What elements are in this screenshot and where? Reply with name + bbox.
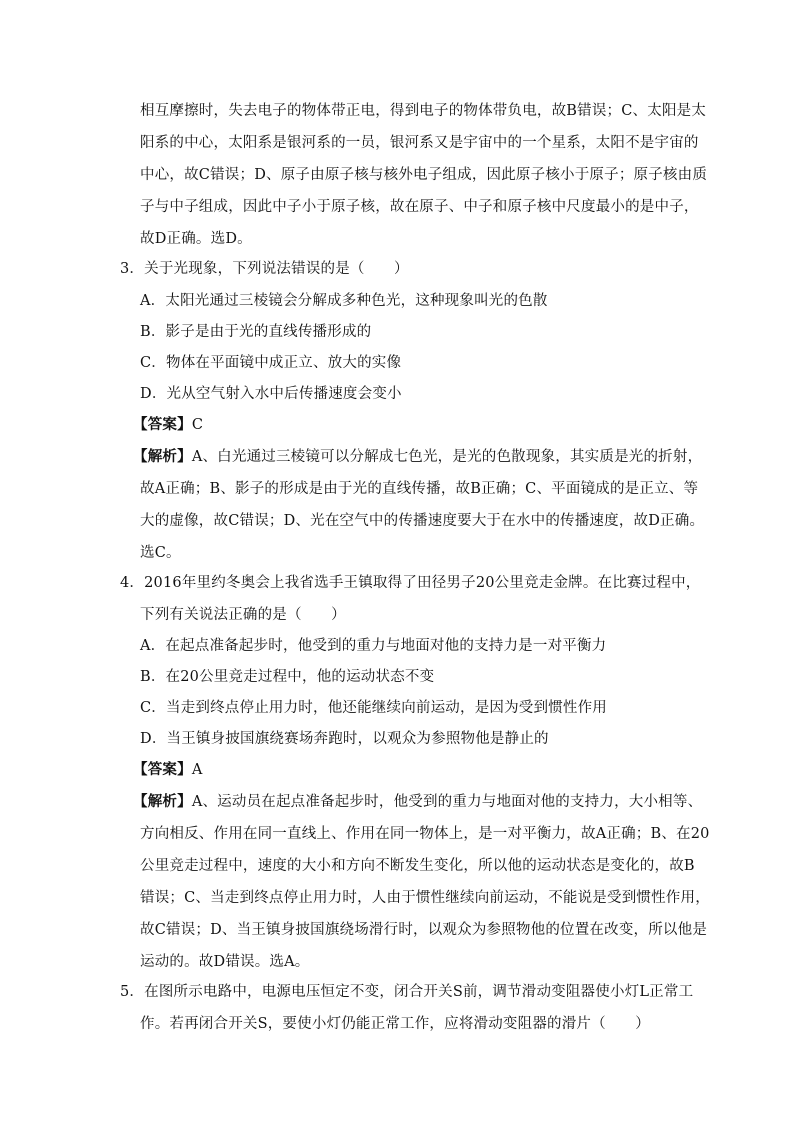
q4-analysis-line-2: 方向相反、作用在同一直线上、作用在同一物体上，是一对平衡力，故A正确；B、在20 (140, 826, 710, 842)
q5-stem-line-2: 作。若再闭合开关S，要使小灯仍能正常工作，应将滑动变阻器的滑片（ ） (140, 1016, 650, 1032)
q3-analysis-line-1 (133, 447, 702, 467)
q4-option-a: A．在起点准备起步时，他受到的重力与地面对他的支持力是一对平衡力 (140, 638, 607, 654)
q3-option-a: A．太阳光通过三棱镜会分解成多种色光，这种现象叫光的色散 (140, 293, 548, 309)
q4-option-c: C．当走到终点停止用力时，他还能继续向前运动，是因为受到惯性作用 (140, 700, 607, 716)
q4-option-d: D．当王镇身披国旗绕赛场奔跑时，以观众为参照物他是静止的 (140, 731, 549, 747)
prev-analysis-line-5: 故D正确。选D。 (140, 231, 252, 247)
q3-analysis-line-2: 故A正确；B、影子的形成是由于光的直线传播，故B正确；C、平面镜成的是正立、等 (140, 481, 699, 497)
q4-stem-line-1: 4．2016年里约冬奥会上我省选手王镇取得了田径男子20公里竞走金牌。在比赛过程中， (120, 575, 701, 591)
q4-analysis-text: A、运动员在起点准备起步时，他受到的重力与地面对他的支持力，大小相等、 (191, 794, 703, 810)
q3-analysis-tag: 【解析】 (133, 448, 192, 465)
q4-analysis-line-6: 运动的。故D错误。选A。 (140, 954, 310, 970)
prev-analysis-line-3: 中心，故C错误；D、原子由原子核与核外电子组成，因此原子核小于原子；原子核由质 (140, 167, 708, 183)
q3-option-c: C．物体在平面镜中成正立、放大的实像 (140, 355, 402, 371)
q4-option-b: B．在20公里竞走过程中，他的运动状态不变 (140, 669, 435, 685)
q3-answer-value: C (191, 417, 204, 433)
q3-answer-tag: 【答案】 (133, 416, 192, 433)
q3-analysis-line-3: 大的虚像，故C错误；D、光在空气中的传播速度要大于在水中的传播速度，故D正确。 (140, 513, 705, 529)
q4-answer (133, 760, 202, 780)
q3-answer (133, 415, 203, 435)
q3-option-b: B．影子是由于光的直线传播形成的 (140, 324, 372, 340)
q4-stem-line-2: 下列有关说法正确的是（ ） (140, 607, 346, 623)
q3-stem: 3．关于光现象，下列说法错误的是（ ） (120, 261, 409, 277)
q5-stem-line-1: 5．在图所示电路中，电源电压恒定不变，闭合开关S前，调节滑动变阻器使小灯L正常工 (120, 984, 694, 1000)
q4-analysis-line-4: 错误；C、当走到终点停止用力时，人由于惯性继续向前运动，不能说是受到惯性作用， (140, 890, 710, 906)
prev-analysis-line-4: 子与中子组成，因此中子小于原子核，故在原子、中子和原子核中尺度最小的是中子， (140, 199, 699, 215)
q4-analysis-line-1 (133, 792, 702, 812)
q3-analysis-text: A、白光通过三棱镜可以分解成七色光，是光的色散现象，其实质是光的折射， (191, 449, 703, 465)
q3-option-d: D．光从空气射入水中后传播速度会变小 (140, 386, 402, 402)
prev-analysis-line-2: 阳系的中心，太阳系是银河系的一员，银河系又是宇宙中的一个星系，太阳不是宇宙的 (140, 135, 699, 151)
q4-analysis-line-5: 故C错误；D、当王镇身披国旗绕场滑行时，以观众为参照物他的位置在改变，所以他是 (140, 922, 708, 938)
q4-analysis-line-3: 公里竞走过程中，速度的大小和方向不断发生变化，所以他的运动状态是变化的，故B (140, 858, 695, 874)
q4-answer-tag: 【答案】 (133, 761, 192, 778)
prev-analysis-line-1: 相互摩擦时，失去电子的物体带正电，得到电子的物体带负电，故B错误；C、太阳是太 (140, 103, 707, 119)
q4-analysis-tag: 【解析】 (133, 793, 192, 810)
q3-analysis-line-4: 选C。 (140, 545, 181, 561)
q4-answer-value: A (191, 762, 203, 778)
